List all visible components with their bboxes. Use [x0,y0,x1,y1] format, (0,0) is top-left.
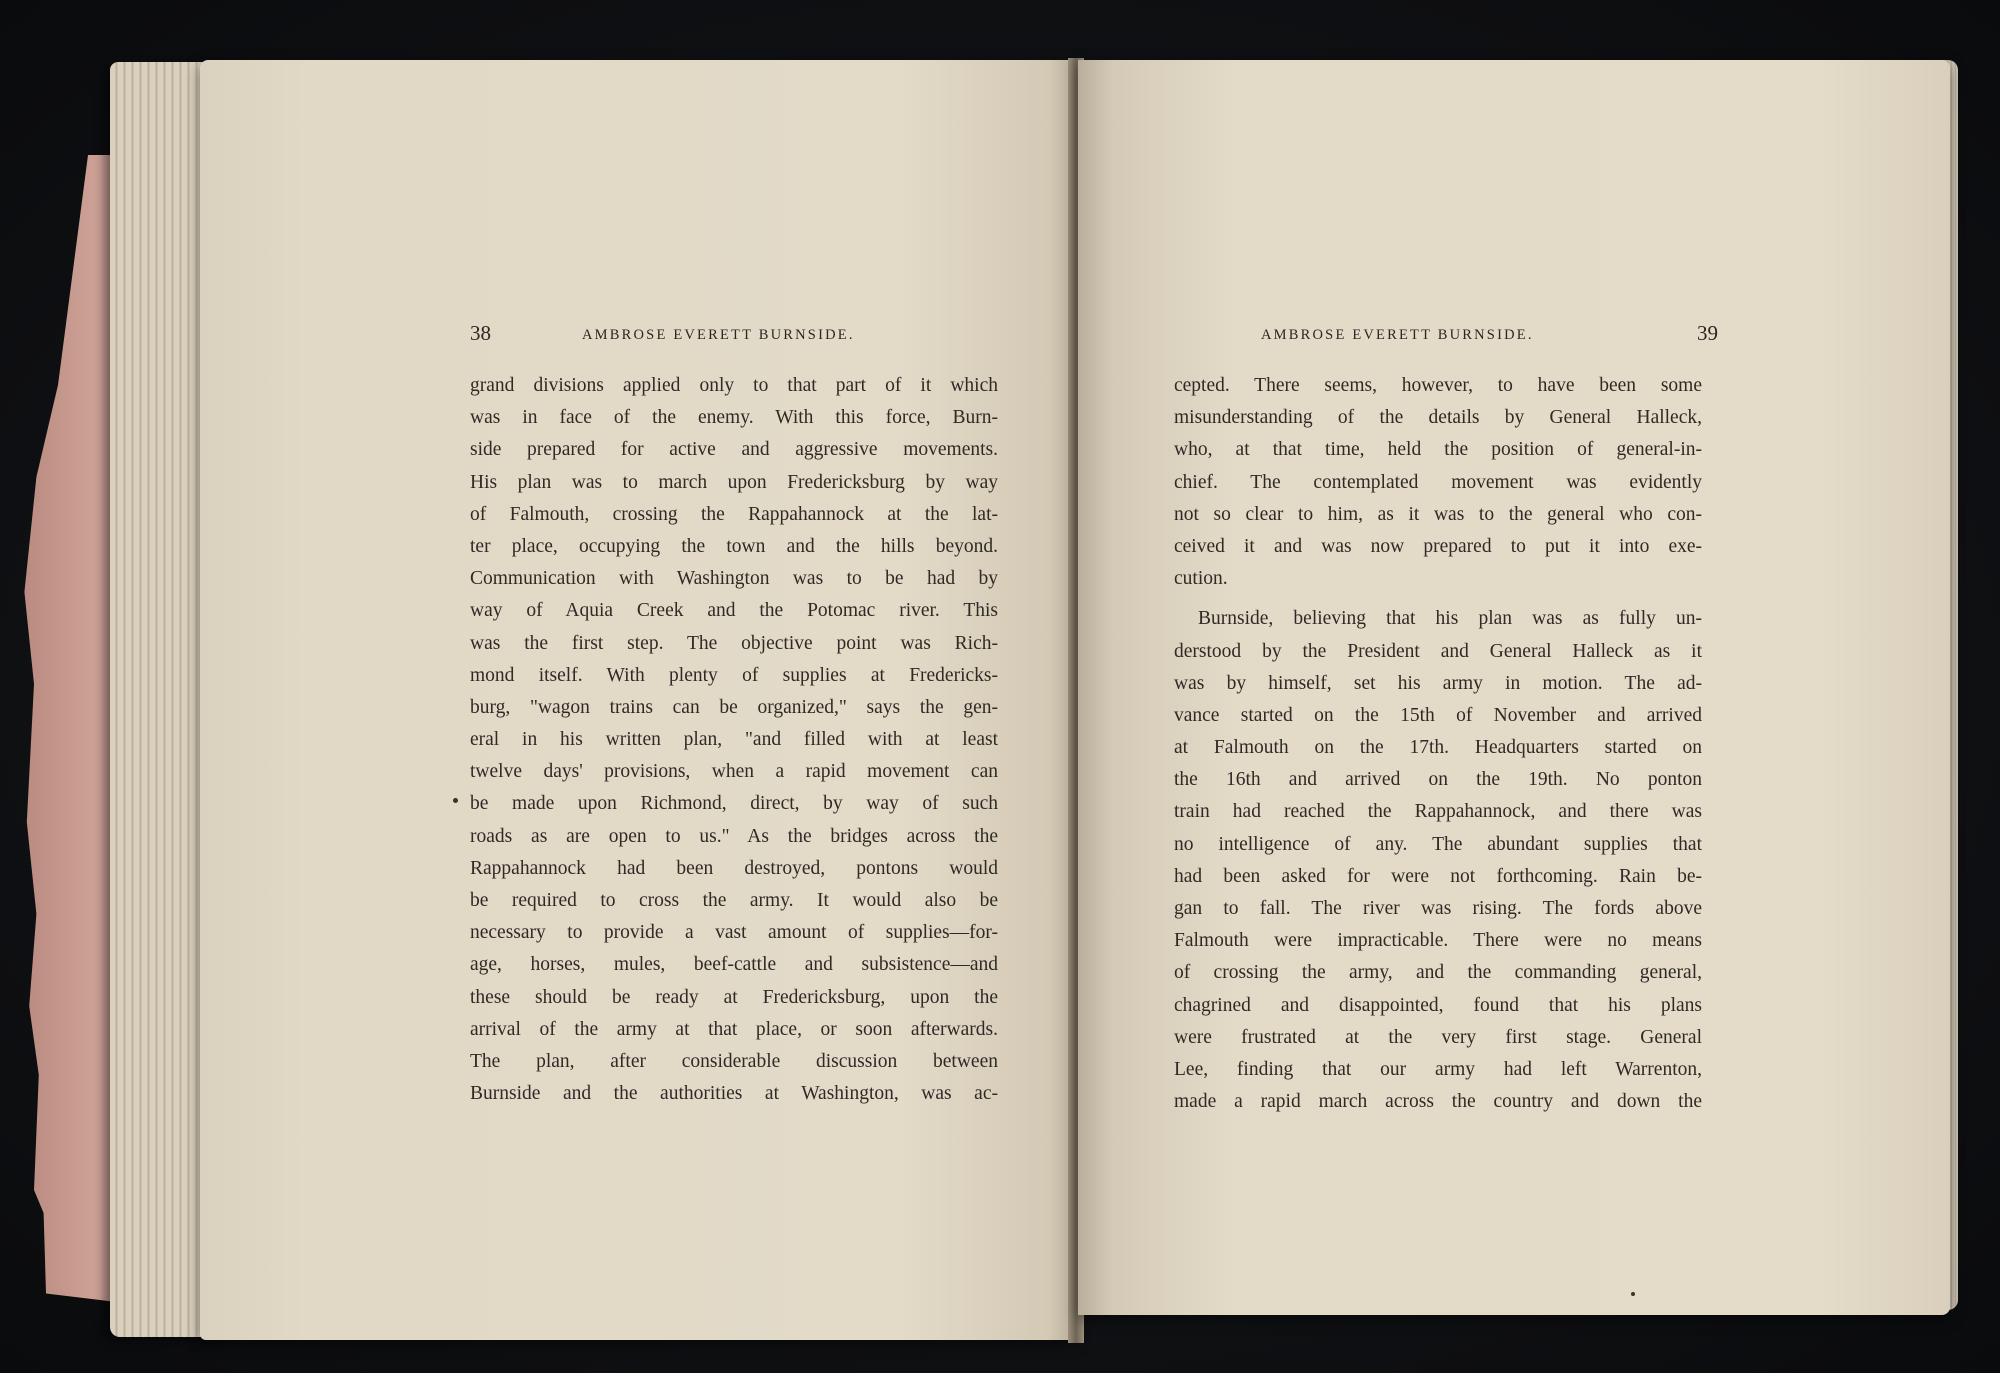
text-line: twelve days' provisions, when a rapid movement can [470,761,998,783]
left-running-head [470,318,1010,348]
right-running-title: AMBROSE EVERETT BURNSIDE. [1261,327,1534,343]
right-running-head [1178,318,1718,348]
text-line: ter place, occupying the town and the hills beyond. [470,535,998,557]
right-body-text [1174,370,1702,1118]
text-line: side prepared for active and aggressive movements. [470,439,998,461]
right-page [1078,60,1950,1315]
text-line: was by himself, set his army in motion. The ad- [1174,672,1702,694]
text-line: misunderstanding of the details by General Halleck, [1174,407,1702,429]
text-line: grand divisions applied only to that part of it which [470,375,998,396]
text-line: Burnside and the authorities at Washington, was ac- [470,1083,998,1105]
text-line: Communication with Washington was to be had by [470,568,998,590]
text-line: Rappahannock had been destroyed, pontons would [470,857,998,879]
left-running-title: AMBROSE EVERETT BURNSIDE. [582,327,855,343]
text-line: necessary to provide a vast amount of supplies—for- [470,922,998,944]
text-line: Burnside, believing that his plan was as fully un- [1198,608,1702,630]
text-line: were frustrated at the very first stage. General [1174,1026,1702,1048]
text-line: these should be ready at Fredericksburg, upon the [470,986,998,1008]
text-line: made a rapid march across the country and down the [1174,1091,1702,1113]
text-line: The plan, after considerable discussion between [470,1050,998,1072]
left-page [200,60,1075,1340]
text-line: eral in his written plan, "and filled with at least [470,729,998,751]
text-line: burg, "wagon trains can be organized," says the gen- [470,696,998,718]
text-line: mond itself. With plenty of supplies at Fredericks- [470,664,998,686]
text-line: derstood by the President and General Halleck as it [1174,640,1702,662]
text-line: cution. [1174,568,1228,590]
text-line: be made upon Richmond, direct, by way of such [470,793,998,815]
text-line: way of Aquia Creek and the Potomac river. This [470,600,998,622]
left-page-number: 38 [470,321,491,345]
text-line: who, at that time, held the position of general-in- [1174,439,1702,461]
text-line: vance started on the 15th of November and arrived [1174,704,1702,726]
text-line: of crossing the army, and the commanding general, [1174,962,1702,984]
text-line: age, horses, mules, beef-cattle and subsistence—and [470,954,998,976]
text-line: at Falmouth on the 17th. Headquarters started on [1174,737,1702,759]
text-line: ceived it and was now prepared to put it into exe- [1174,535,1702,557]
text-line: the 16th and arrived on the 19th. No ponton [1174,769,1702,791]
text-line: not so clear to him, as it was to the general who con- [1174,503,1702,525]
text-line: gan to fall. The river was rising. The fords above [1174,898,1702,919]
right-page-number: 39 [1697,321,1718,345]
ink-speck [453,798,458,803]
text-line: Lee, finding that our army had left Warrenton, [1174,1058,1702,1080]
text-line: Falmouth were impracticable. There were no means [1174,930,1702,952]
text-line: His plan was to march upon Fredericksburg by way [470,471,998,493]
text-line: of Falmouth, crossing the Rappahannock at the lat- [470,503,998,525]
text-line: chief. The contemplated movement was evidently [1174,471,1702,493]
text-line: train had reached the Rappahannock, and there was [1174,801,1702,823]
text-line: roads as are open to us." As the bridges across the [470,825,998,847]
text-line: chagrined and disappointed, found that his plans [1174,994,1702,1016]
text-line: was the first step. The objective point was Rich- [470,632,998,654]
text-line: arrival of the army at that place, or soon afterwards. [470,1018,998,1040]
text-line: cepted. There seems, however, to have been some [1174,375,1702,396]
text-line: was in face of the enemy. With this force, Burn- [470,407,998,429]
paragraph-gap [1174,595,1702,603]
text-line: had been asked for were not forthcoming. Rain be- [1174,865,1702,887]
text-line: be required to cross the army. It would also be [470,890,998,911]
ink-speck [1631,1292,1635,1296]
left-body-text [470,370,998,1110]
text-line: no intelligence of any. The abundant supplies that [1174,833,1702,855]
